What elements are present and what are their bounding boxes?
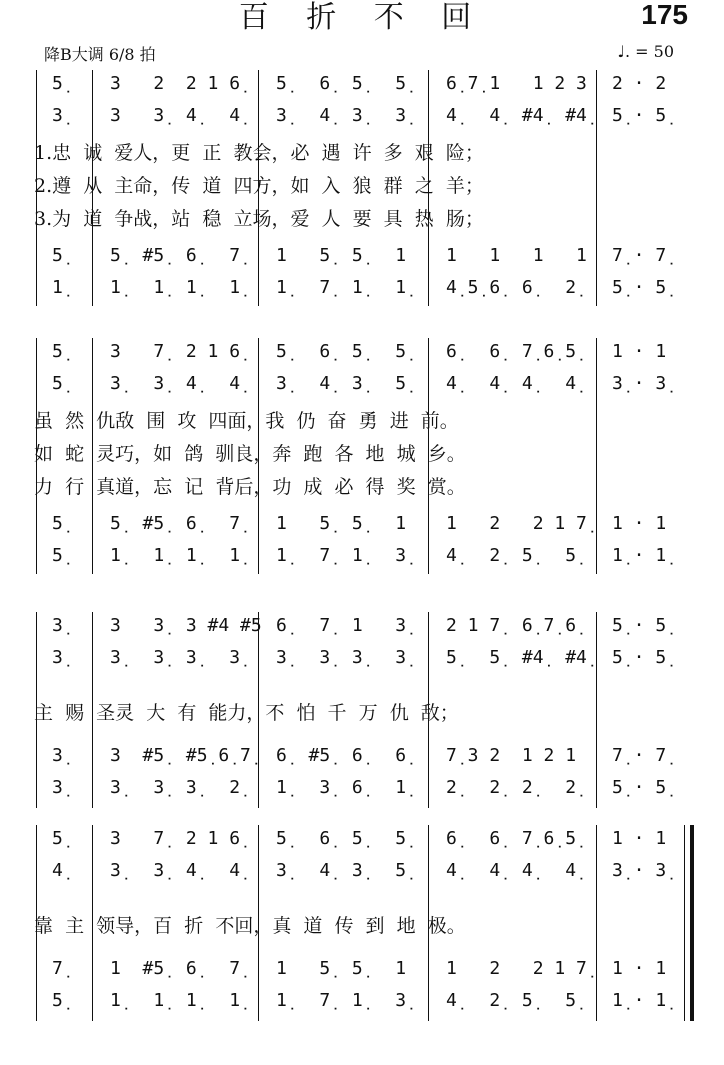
note-group: 1 2 2 1 7̣ xyxy=(446,513,587,534)
note-group: 1̣ · 1̣ xyxy=(612,990,667,1011)
note-group: 3̣ 3̣ 4̣ 4̣ xyxy=(110,373,241,394)
note-group: 3 3̣ 4̣ 4̣ xyxy=(110,105,241,126)
note-group: 3̣ 3̣ 3̣ 2̣ xyxy=(110,777,241,798)
note-group: 5̣ xyxy=(52,990,63,1011)
final-barline-thin xyxy=(684,825,685,1021)
note-group: 3̣ 3̣ 3̣ 3̣ xyxy=(110,647,241,668)
note-group: 3 2 2 1 6̣ xyxy=(110,73,241,94)
lyric-line: 如 蛇 灵巧，如 鸽 驯良，奔 跑 各 地 城 乡。 xyxy=(34,443,466,465)
score-system xyxy=(0,338,724,578)
note-group: 3̣ 3̣ 4̣ 4̣ xyxy=(110,860,241,881)
lyric-line: 虽 然 仇敌 围 攻 四面，我 仍 奋 勇 进 前。 xyxy=(34,410,459,432)
barline xyxy=(596,338,597,574)
note-group: 1 · 1 xyxy=(612,341,667,362)
note-group: 1̣ 7̣ 1̣ 3̣ xyxy=(276,990,407,1011)
note-group: 4̣ 4̣ #4̣ #4̣ xyxy=(446,105,587,126)
note-group: 4̣ 5̣ 6̣ 6̣ 2̣ xyxy=(446,277,577,298)
score-system xyxy=(0,825,724,1065)
note-group: 3̣ xyxy=(52,105,63,126)
note-group: 3̣ 4̣ 3̣ 3̣ xyxy=(276,105,407,126)
note-group: 5̣ #5̣ 6̣ 7̣ xyxy=(110,245,241,266)
note-group: 1 5̣ 5̣ 1 xyxy=(276,245,407,266)
barline xyxy=(596,612,597,808)
note-group: 5̣ xyxy=(52,828,63,849)
tempo-marking: ♩. = 50 xyxy=(617,42,674,61)
key-signature: 降B大调 6/8 拍 xyxy=(44,45,156,64)
note-group: 5̣ xyxy=(52,545,63,566)
note-group: 3̣ xyxy=(52,647,63,668)
note-group: 1̣ 7̣ 1̣ 1̣ xyxy=(276,277,407,298)
note-group: 4̣ 4̣ 4̣ 4̣ xyxy=(446,373,577,394)
note-group: 3 7̣ 2 1 6̣ xyxy=(110,341,241,362)
note-group: 5̣ xyxy=(52,73,63,94)
note-group: 1̣ 7̣ 1̣ 3̣ xyxy=(276,545,407,566)
note-group: 2 1 7̣ 6̣ 7̣ 6̣ xyxy=(446,615,577,636)
note-group: 1 · 1 xyxy=(612,513,667,534)
note-group: 5̣ xyxy=(52,513,63,534)
note-group: 1 1 1 1 xyxy=(446,245,587,266)
note-group: 3̣ xyxy=(52,777,63,798)
note-group: 1 · 1 xyxy=(612,958,667,979)
note-group: 7̣ · 7̣ xyxy=(612,745,667,766)
note-group: 5̣ · 5̣ xyxy=(612,105,667,126)
score-system xyxy=(0,70,724,310)
note-group: 2 · 2 xyxy=(612,73,667,94)
note-group: 1 5̣ 5̣ 1 xyxy=(276,958,407,979)
note-group: 3̣ · 3̣ xyxy=(612,860,667,881)
note-group: 3̣ xyxy=(52,745,63,766)
note-group: 5̣ 5̣ #4̣ #4̣ xyxy=(446,647,587,668)
note-group: 5̣ xyxy=(52,341,63,362)
note-group: 1̣ 1̣ 1̣ 1̣ xyxy=(110,990,241,1011)
note-group: 3 7̣ 2 1 6̣ xyxy=(110,828,241,849)
note-group: 2̣ 2̣ 2̣ 2̣ xyxy=(446,777,577,798)
note-group: 3 #5̣ #5̣ 6̣ 7̣ xyxy=(110,745,251,766)
note-group: 6̣ 6̣ 7̣ 6̣ 5̣ xyxy=(446,828,577,849)
note-group: 7̣ · 7̣ xyxy=(612,245,667,266)
note-group: 5̣ · 5̣ xyxy=(612,615,667,636)
page-number: 175 xyxy=(641,0,688,30)
note-group: 5̣ #5̣ 6̣ 7̣ xyxy=(110,513,241,534)
note-group: 4̣ 4̣ 4̣ 4̣ xyxy=(446,860,577,881)
note-group: 1 · 1 xyxy=(612,828,667,849)
note-group: 1 5̣ 5̣ 1 xyxy=(276,513,407,534)
note-group: 3̣ xyxy=(52,615,63,636)
note-group: 5̣ 6̣ 5̣ 5̣ xyxy=(276,341,407,362)
note-group: 6̣ 7̣ 1 3̣ xyxy=(276,615,407,636)
note-group: 5̣ · 5̣ xyxy=(612,647,667,668)
note-group: 5̣ xyxy=(52,373,63,394)
lyric-line: 力 行 真道，忘 记 背后，功 成 必 得 奖 赏。 xyxy=(34,476,466,498)
lyric-line: 靠 主 领导，百 折 不回，真 道 传 到 地 极。 xyxy=(34,915,466,937)
note-group: 6̣ 7̣ 1 1 2 3 xyxy=(446,73,587,94)
note-group: 4̣ xyxy=(52,860,63,881)
note-group: 4̣ 2̣ 5̣ 5̣ xyxy=(446,545,577,566)
lyric-line: 主 赐 圣灵 大 有 能力，不 怕 千 万 仇 敌； xyxy=(34,702,459,724)
lyric-line: 1.忠 诚 爱人，更 正 教会，必 遇 许 多 艰 险； xyxy=(34,142,484,164)
note-group: 3̣ 4̣ 3̣ 5̣ xyxy=(276,860,407,881)
note-group: 1̣ xyxy=(52,277,63,298)
note-group: 3̣ 4̣ 3̣ 5̣ xyxy=(276,373,407,394)
note-group: 5̣ · 5̣ xyxy=(612,277,667,298)
lyric-line: 3.为 道 争战，站 稳 立场，爱 人 要 具 热 肠； xyxy=(34,208,484,230)
page-title: 百 折 不 回 xyxy=(238,0,486,35)
note-group: 1̣ · 1̣ xyxy=(612,545,667,566)
note-group: 5̣ · 5̣ xyxy=(612,777,667,798)
note-group: 6̣ #5̣ 6̣ 6̣ xyxy=(276,745,407,766)
note-group: 5̣ xyxy=(52,245,63,266)
note-group: 1̣ 1̣ 1̣ 1̣ xyxy=(110,545,241,566)
note-group: 3̣ · 3̣ xyxy=(612,373,667,394)
note-group: 6̣ 6̣ 7̣ 6̣ 5̣ xyxy=(446,341,577,362)
barline xyxy=(596,70,597,306)
note-group: 5̣ 6̣ 5̣ 5̣ xyxy=(276,828,407,849)
note-group: 4̣ 2̣ 5̣ 5̣ xyxy=(446,990,577,1011)
note-group: 1̣ 3̣ 6̣ 1̣ xyxy=(276,777,407,798)
note-group: 1 2 2 1 7̣ xyxy=(446,958,587,979)
note-group: 5̣ 6̣ 5̣ 5̣ xyxy=(276,73,407,94)
score-system xyxy=(0,612,724,852)
note-group: 7̣ xyxy=(52,958,63,979)
note-group: 1̣ 1̣ 1̣ 1̣ xyxy=(110,277,241,298)
note-group: 3̣ 3̣ 3̣ 3̣ xyxy=(276,647,407,668)
note-group: 3 3̣ 3 #4 #5 xyxy=(110,615,262,636)
barline xyxy=(596,825,597,1021)
note-group: 1 #5̣ 6̣ 7̣ xyxy=(110,958,241,979)
note-group: 7̣ 3 2 1 2 1 xyxy=(446,745,577,766)
lyric-line: 2.遵 从 主命，传 道 四方，如 入 狼 群 之 羊； xyxy=(34,175,484,197)
final-barline-thick xyxy=(690,825,694,1021)
